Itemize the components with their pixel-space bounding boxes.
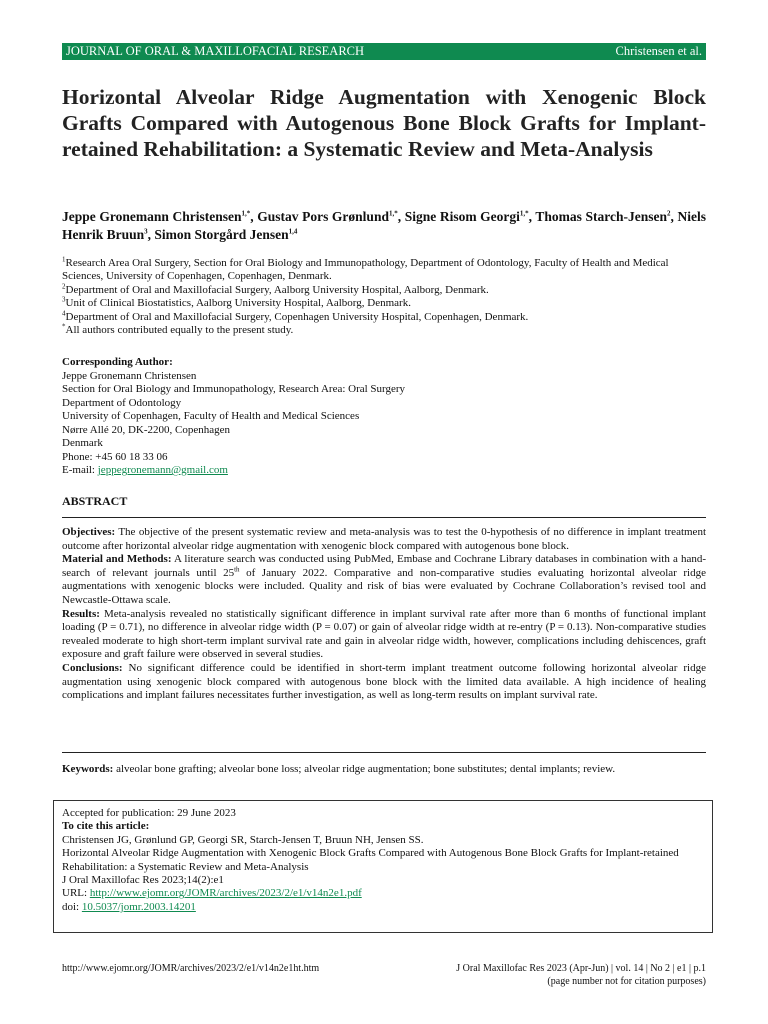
journal-header-bar: [62, 43, 706, 60]
author: Simon Storgård Jensen$^{1,4}$: [154, 227, 298, 242]
author-list: [62, 208, 706, 244]
cite-line: Horizontal Alveolar Ridge Augmentation with Xenogenic Block Grafts Compared with Autogenous Bone Block Grafts for Implant-retained Rehabilitation: a Systematic Review and Meta-Analysis: [62, 847, 679, 873]
abstract-conclusions: Conclusions: No significant difference could be identified in short-term implant treatment outcome following horizontal alveolar ridge augmentation using xenogenic block compared with autogenous bone block with the limited data available. A high incidence of healing complications and implant failures necessitates further investigation, as well as long-term results on implant survival rate.: [62, 661, 706, 702]
email-link[interactable]: jeppegronemann@gmail.com: [97, 464, 228, 476]
footer-citation: J Oral Maxillofac Res 2023 (Apr-Jun) | vol. 14 | No 2 | e1 | p.1: [456, 963, 706, 974]
abstract-body: [62, 526, 706, 703]
cite-heading: To cite this article:: [62, 820, 150, 833]
affiliation: $^2$Department of Oral and Maxillofacial Surgery, Aalborg University Hospital, Aalborg, Denmark.: [62, 282, 489, 296]
cite-url-line: URL: http://www.ejomr.org/JOMR/archives/2023/2/e1/v14n2e1.pdf: [62, 887, 362, 900]
corr-line: Section for Oral Biology and Immunopathology, Research Area: Oral Surgery: [62, 383, 406, 395]
corresponding-author: [62, 356, 706, 478]
page-footer: [62, 963, 706, 988]
divider: [62, 517, 706, 518]
cite-doi-line: doi: 10.5037/jomr.2003.14201: [62, 900, 196, 913]
author: Jeppe Gronemann Christensen$^{1,*}$,: [62, 209, 258, 224]
divider: [62, 752, 706, 753]
corresponding-heading: Corresponding Author:: [62, 356, 173, 368]
footer-note: (page number not for citation purposes): [547, 975, 706, 987]
keywords: Keywords: alveolar bone grafting; alveolar bone loss; alveolar ridge augmentation; bone substitutes; dental implants; review.: [62, 763, 616, 775]
affiliation: $^1$Research Area Oral Surgery, Section for Oral Biology and Immunopathology, Department of Odontology, Faculty of Health and Medical Sciences, University of Copenhagen, Copenhagen, Denmark.: [62, 255, 669, 283]
abstract-heading: ABSTRACT: [62, 494, 128, 508]
author: Niels Henrik Bruun$^3$,: [62, 209, 707, 242]
article-url-link[interactable]: http://www.ejomr.org/JOMR/archives/2023/2/e1/v14n2e1.pdf: [89, 887, 362, 900]
abstract-methods: Material and Methods: A literature search was conducted using PubMed, Embase and Cochrane Library databases in combination with a hand-search of relevant journals until 25th of January 2022. Comparative and non-comparative studies evaluating horizontal alveolar ridge augmentations with xenogenic blocks were included. Quality and risk of bias were evaluated by Cochrane Collaboration’s revised tool and Newcastle-Ottawa scale.: [62, 553, 706, 606]
corr-email-line: E-mail: jeppegronemann@gmail.com: [62, 464, 228, 476]
corr-line: Department of Odontology: [62, 396, 182, 409]
author: Thomas Starch-Jensen$^2$,: [535, 209, 678, 224]
author: Signe Risom Georgi$^{1,*}$,: [404, 209, 536, 224]
doi-link[interactable]: 10.5037/jomr.2003.14201: [81, 900, 196, 913]
article-title: Horizontal Alveolar Ridge Augmentation with Xenogenic Block Grafts Compared with Autogenous Bone Block Grafts for Implant-retained Rehabilitation: a Systematic Review and Meta-Analysis: [62, 85, 706, 161]
corr-line: University of Copenhagen, Faculty of Health and Medical Sciences: [62, 410, 360, 422]
cite-line: Christensen JG, Grønlund GP, Georgi SR, Starch-Jensen T, Bruun NH, Jensen SS.: [62, 833, 424, 846]
footer-url: http://www.ejomr.org/JOMR/archives/2023/2/e1/v14n2e1ht.htm: [62, 963, 320, 974]
corr-line: Denmark: [62, 437, 103, 449]
footer-right: [456, 963, 706, 988]
affiliation: $^4$Department of Oral and Maxillofacial Surgery, Copenhagen University Hospital, Copenhagen, Denmark.: [62, 308, 529, 323]
author: Gustav Pors Grønlund$^{1,*}$,: [257, 209, 405, 224]
affiliation: $^3$Unit of Clinical Biostatistics, Aalborg University Hospital, Aalborg, Denmark.: [62, 295, 411, 310]
abstract-objectives: Objectives: The objective of the present systematic review and meta-analysis was to test the 0-hypothesis of no difference in implant treatment outcome after horizontal alveolar ridge augmentation with xenogenic block compared with autogenous bone block.: [62, 526, 706, 552]
accepted-date: Accepted for publication: 29 June 2023: [62, 807, 236, 819]
corr-line: Phone: +45 60 18 33 06: [62, 450, 168, 463]
journal-name: JOURNAL OF ORAL & MAXILLOFACIAL RESEARCH: [66, 44, 365, 58]
corr-line: Jeppe Gronemann Christensen: [62, 369, 197, 382]
affiliations: [62, 257, 706, 337]
running-author: Christensen et al.: [615, 44, 702, 58]
corr-line: Nørre Allé 20, DK-2200, Copenhagen: [62, 423, 231, 436]
citation-box: [53, 800, 713, 933]
abstract-results: Results: Meta-analysis revealed no statistically significant difference in implant survival rate after more than 6 months of functional implant loading (P = 0.71), no difference in alveolar ridge width (P = 0.07) or gain of alveolar ridge width at re-entry (P = 0.13). Non-comparative studies revealed moderate to high short-term implant survival rate and gain in alveolar ridge width, however, complications including dehiscences, graft exposure and graft failure were observed in several studies.: [62, 607, 706, 661]
cite-line: J Oral Maxillofac Res 2023;14(2):e1: [62, 874, 224, 887]
equal-contribution-note: *All authors contributed equally to the present study.: [62, 322, 294, 337]
